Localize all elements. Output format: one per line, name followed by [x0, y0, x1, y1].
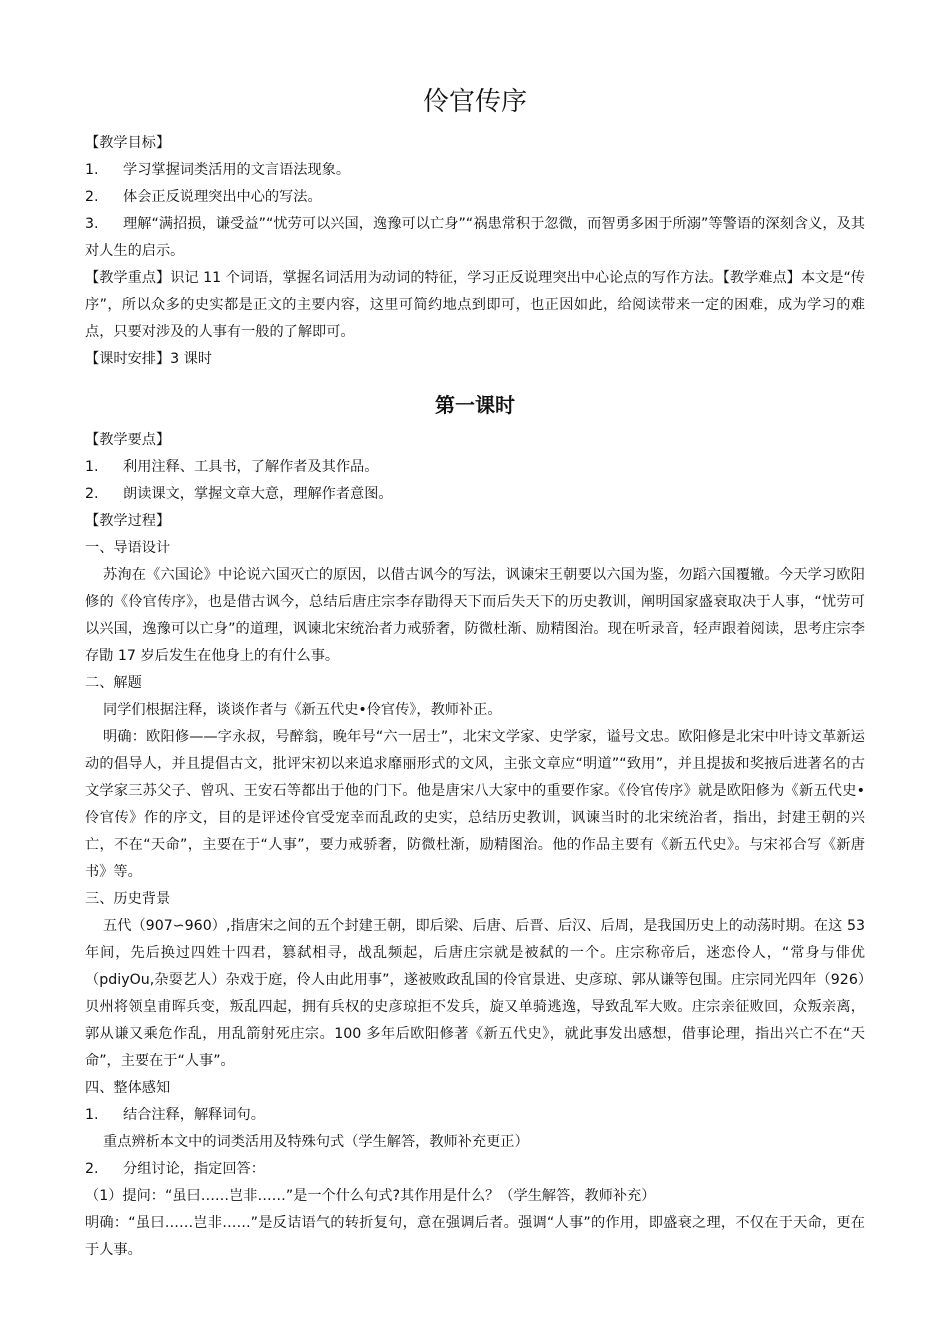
objective-text: 理解“满招损，谦受益”“忧劳可以兴国，逸豫可以亡身”“祸患常积于忽微，而智勇多困于所溺”等警语的深刻含义，及其对人生的启示。: [85, 216, 865, 259]
section-heading: 四、整体感知: [85, 1080, 171, 1096]
lesson-point-text: 朗读课文，掌握文章大意，理解作者意图。: [123, 486, 393, 502]
process-heading: 【教学过程】: [85, 513, 171, 529]
lesson-point-number: 1.: [85, 459, 99, 475]
perception-number: 2.: [85, 1161, 99, 1177]
schedule-line: 【课时安排】3 课时: [85, 351, 213, 367]
key-points-paragraph: 【教学重点】识记 11 个词语，掌握名词活用为动词的特征，学习正反说理突出中心论点的写作方法。【教学难点】本文是“传序”，所以众多的史实都是正文的主要内容，这里可简约地点到即可，也正因如此，给阅读带来一定的困难，成为学习的难点，只要对涉及的人事有一般的了解即可。: [85, 270, 865, 340]
objective-text: 体会正反说理突出中心的写法。: [123, 189, 322, 205]
answer-paragraph: 明确：“虽曰……岂非……”是反诘语气的转折复句，意在强调后者。强调“人事”的作用，即盛衰之理，不仅在于天命，更在于人事。: [85, 1215, 865, 1258]
perception-text: 结合注释，解释词句。: [123, 1107, 265, 1123]
lesson-point-text: 利用注释、工具书，了解作者及其作品。: [123, 459, 379, 475]
document-page: [85, 84, 865, 1264]
section-heading: 二、解题: [85, 675, 142, 691]
objective-number: 1.: [85, 162, 99, 178]
lesson-point-item: [85, 481, 865, 508]
objective-item: [85, 211, 865, 265]
objectives-heading: 【教学目标】: [85, 135, 171, 151]
lesson-point-number: 2.: [85, 486, 99, 502]
intro-paragraph: 苏洵在《六国论》中论说六国灭亡的原因，以借古讽今的写法，讽谏宋王朝要以六国为鉴，勿蹈六国覆辙。今天学习欧阳修的《伶官传序》，也是借古讽今，总结后唐庄宗李存勖得天下而后失天下的历史教训，阐明国家盛衰取决于人事，“忧劳可以兴国，逸豫可以亡身”的道理，讽谏北宋统治者力戒骄奢，防微杜渐、励精图治。现在听录音，轻声跟着阅读，思考庄宗李存勖 17 岁后发生在他身上的有什么事。: [85, 567, 865, 664]
objective-number: 3.: [85, 216, 99, 232]
lesson-title: 第一课时: [435, 393, 515, 417]
lesson-point-item: [85, 454, 865, 481]
perception-text: 分组讨论，指定回答：: [123, 1161, 265, 1177]
perception-number: 1.: [85, 1107, 99, 1123]
perception-item: [85, 1102, 865, 1129]
title-explain-paragraph: 同学们根据注释，谈谈作者与《新五代史•伶官传》，教师补正。: [103, 702, 502, 718]
objective-text: 学习掌握词类活用的文言语法现象。: [123, 162, 351, 178]
perception-item: [85, 1156, 865, 1183]
section-heading: 一、导语设计: [85, 540, 171, 556]
section-heading: 三、历史背景: [85, 891, 171, 907]
question-line: （1）提问：“虽曰……岂非……”是一个什么句式?其作用是什么？（学生解答，教师补充）: [85, 1188, 656, 1204]
objective-item: [85, 157, 865, 184]
objective-item: [85, 184, 865, 211]
author-paragraph: 明确：欧阳修——字永叔，号醉翁，晚年号“六一居士”，北宋文学家、史学家，谥号文忠。欧阳修是北宋中叶诗文革新运动的倡导人，并且提倡古文，批评宋初以来追求靡丽形式的文风，主张文章应“明道”“致用”，并且提拔和奖掖后进著名的古文学家三苏父子、曾巩、王安石等都出于他的门下。他是唐宋八大家中的重要作家。《伶官传序》就是欧阳修为《新五代史•伶官传》作的序文，目的是评述伶官受宠幸而乱政的史实，总结历史教训，讽谏当时的北宋统治者，指出，封建王朝的兴亡，不在“天命”，主要在于“人事”，要力戒骄奢，防微杜渐，励精图治。他的作品主要有《新五代史》。与宋祁合写《新唐书》等。: [85, 729, 865, 880]
history-paragraph: 五代（907∽960）,指唐宋之间的五个封建王朝，即后梁、后唐、后晋、后汉、后周，是我国历史上的动荡时期。在这 53 年间，先后换过四姓十四君，篡弑相寻，战乱频起，后唐庄宗就是被弑的一个。庄宗称帝后，迷恋伶人，“常身与俳优（pdiyOu,杂耍艺人）杂戏于庭，伶人由此用事”，遂被败政乱国的伶官景进、史彦琼、郭从谦等包围。庄宗同光四年（926）贝州将领皇甫晖兵变，叛乱四起，拥有兵权的史彦琼拒不发兵，旋又单骑逃逸，导致乱军大败。庄宗亲征败回，众叛亲离，郭从谦又乘危作乱，用乱箭射死庄宗。100 多年后欧阳修著《新五代史》，就此事发出感想，借事论理，指出兴亡不在“天命”，主要在于“人事”。: [85, 918, 865, 1069]
document-title: 伶官传序: [422, 87, 527, 117]
perception-subtext: 重点辨析本文中的词类活用及特殊句式（学生解答，教师补充更正）: [103, 1134, 529, 1150]
objective-number: 2.: [85, 189, 99, 205]
lesson-points-heading: 【教学要点】: [85, 432, 171, 448]
